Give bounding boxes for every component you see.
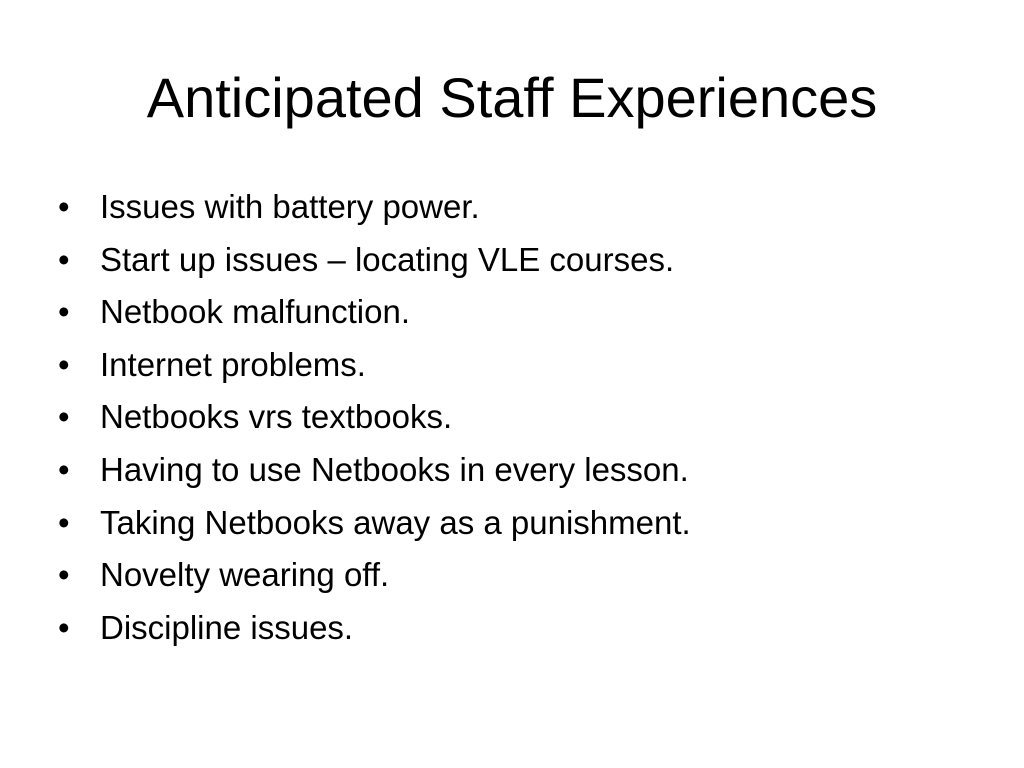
bullet-icon: • — [58, 450, 70, 488]
slide-title: Anticipated Staff Experiences — [146, 66, 878, 129]
bullet-item — [58, 391, 988, 444]
bullet-item — [58, 549, 988, 602]
bullet-text: Start up issues – locating VLE courses. — [100, 240, 675, 278]
bullet-icon: • — [58, 240, 70, 278]
bullet-item — [58, 234, 988, 287]
bullet-text: Having to use Netbooks in every lesson. — [100, 450, 689, 488]
bullet-icon: • — [58, 556, 70, 594]
bullet-item — [58, 497, 988, 550]
bullet-icon: • — [58, 293, 70, 331]
bullet-text: Issues with battery power. — [100, 188, 480, 225]
bullet-text: Netbook malfunction. — [100, 293, 411, 331]
bullet-text: Internet problems. — [100, 345, 366, 383]
bullet-item — [58, 181, 988, 234]
bullet-item — [58, 339, 988, 392]
bullet-icon: • — [58, 345, 70, 383]
bullet-icon: • — [58, 503, 70, 541]
bullet-list — [58, 181, 988, 654]
bullet-text: Novelty wearing off. — [100, 556, 390, 594]
bullet-item — [58, 444, 988, 497]
bullet-icon: • — [58, 608, 70, 646]
bullet-item — [58, 286, 988, 339]
bullet-text: Discipline issues. — [100, 608, 354, 646]
bullet-text: Taking Netbooks away as a punishment. — [100, 503, 691, 541]
bullet-item — [58, 602, 988, 655]
bullet-text: Netbooks vrs textbooks. — [100, 398, 453, 436]
bullet-icon: • — [58, 398, 70, 436]
bullet-icon: • — [58, 188, 70, 225]
